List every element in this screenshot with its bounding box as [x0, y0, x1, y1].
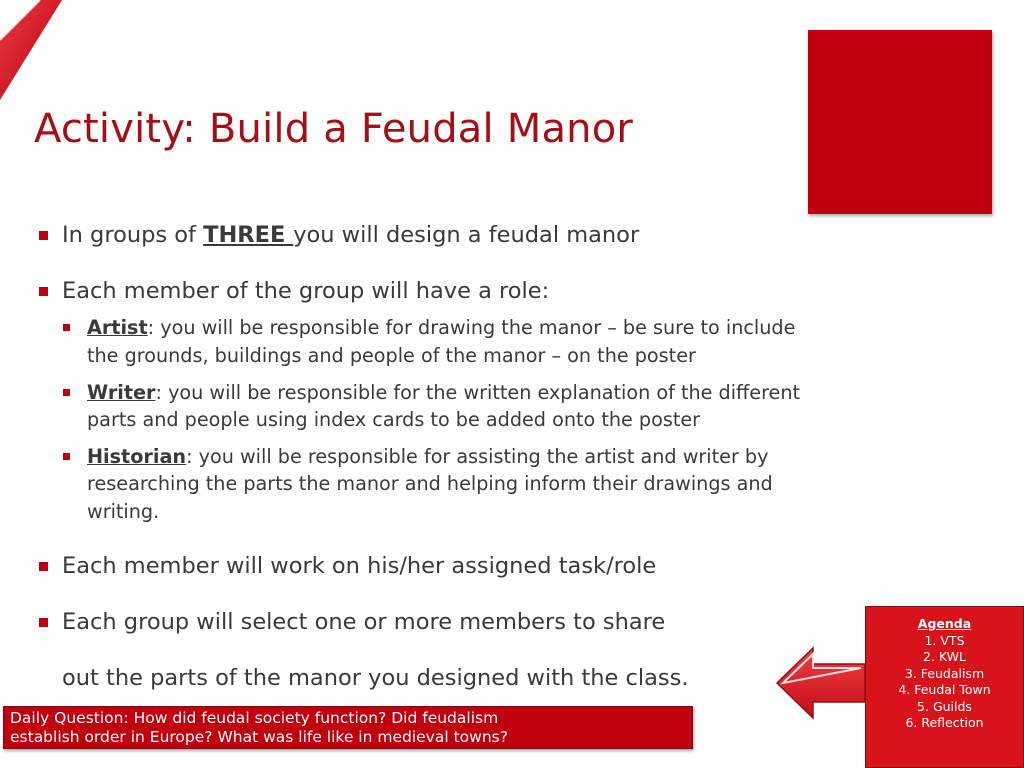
daily-question-line2: establish order in Europe? What was life like in medieval towns? [10, 728, 508, 746]
role-text: : you will be responsible for assisting the artist and writer by [186, 445, 769, 468]
bullet-groups-of-three [62, 222, 639, 248]
corner-ribbon-decoration [0, 0, 62, 100]
agenda-heading: Agenda [917, 616, 972, 631]
slide-title: Activity: Build a Feudal Manor [34, 106, 634, 152]
agenda-item: 2. KWL [923, 649, 966, 664]
role-historian [87, 445, 768, 468]
agenda-item: 6. Reflection [905, 715, 984, 730]
role-text: : you will be responsible for drawing the manor – be sure to include [147, 316, 796, 339]
agenda-item: 4. Feudal Town [898, 682, 991, 697]
emphasis-three: THREE [203, 222, 294, 248]
bullet-share-continuation: out the parts of the manor you designed with the class. [62, 665, 689, 691]
bullet-share-members: Each group will select one or more members to share [62, 609, 666, 635]
role-artist [87, 316, 795, 339]
daily-question-box [3, 706, 693, 749]
agenda-item: 1. VTS [924, 632, 965, 648]
sub-bullet-marker-icon [63, 324, 70, 331]
daily-question-line1: Daily Question: How did feudal society function? Did feudalism [10, 709, 499, 727]
bullet-marker-icon [39, 287, 48, 296]
role-historian-line3: writing. [87, 500, 160, 523]
role-historian-line2: researching the parts the manor and helping inform their drawings and [87, 472, 773, 495]
bullet-assigned-task: Each member will work on his/her assigned task/role [62, 553, 657, 579]
bullet-marker-icon [39, 618, 48, 627]
agenda-box [865, 606, 1024, 768]
sub-bullet-marker-icon [63, 453, 70, 460]
bullet-marker-icon [39, 562, 48, 571]
role-writer [87, 381, 800, 404]
bullet-text: you will design a feudal manor [293, 222, 640, 248]
agenda-item: 5. Guilds [917, 698, 972, 714]
role-name: Historian [87, 445, 187, 468]
decorative-red-square [808, 30, 992, 214]
bullet-roles-intro: Each member of the group will have a role: [62, 278, 550, 304]
role-artist-line2: the grounds, buildings and people of the manor – on the poster [87, 344, 696, 367]
bullet-text: In groups of [62, 222, 204, 248]
left-arrow-icon [775, 646, 867, 720]
role-name: Artist [87, 316, 148, 339]
sub-bullet-marker-icon [63, 389, 70, 396]
role-writer-line2: parts and people using index cards to be added onto the poster [87, 408, 701, 431]
role-name: Writer [87, 381, 156, 404]
agenda-item: 3. Feudalism [904, 665, 985, 681]
bullet-marker-icon [39, 231, 48, 240]
role-text: : you will be responsible for the written explanation of the different [155, 381, 801, 404]
